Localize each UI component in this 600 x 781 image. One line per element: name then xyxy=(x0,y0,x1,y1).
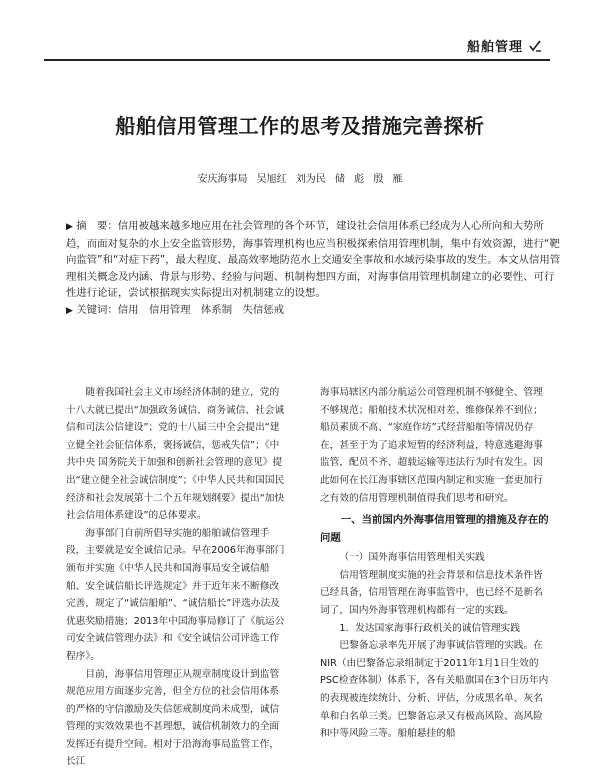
keywords-label: 关键词： xyxy=(76,303,118,316)
keywords-paragraph xyxy=(66,302,564,320)
body-paragraph: 随着我国社会主义市场经济体制的建立，党的十八大就已提出“加强政务诚信、商务诚信、社会诚信和司法公信建设”；党的十八届三中全会提出“建立健全社会征信体系，褒扬诚信，惩戒失信”；《中共中央 国务院关于加强和创新社会管理的意见》提出“建立健全社会诚信制度”；《中华人民共和国国民经济和社会发展第十二个五年规划纲要》提出“加快社会信用体系建设”的总体要求。 xyxy=(66,387,285,522)
header-divider xyxy=(44,59,550,61)
body-paragraph: 海事部门自前所倡导实施的船舶诚信管理手段，主要就是安全诚信记录。早在2006年海事部门颁布并实施《中华人民共和国海事局安全诚信船舶、安全诚信船长评选规定》并于近年来不断修改完善，规定了“诚信船舶”、“诚信船长”评选办法及优惠奖励措施；2013年中国海事局修订了《航运公司安全诚信管理办法》和《安全诚信公司评选工作程序》。 xyxy=(66,527,285,662)
running-header xyxy=(467,36,542,55)
article-title: 船舶信用管理工作的思考及措施完善探析 xyxy=(115,114,485,138)
abstract-paragraph xyxy=(66,218,564,302)
body-paragraph: 目前，海事信用管理正从规章制度设计到监管规范应用方面逐步完善，但全方位的社会信用体系的严格的守信激励及失信惩戒制度尚未成型，诚信管理的实效效果也不甚理想，诚信机制效力的全面发挥还有提升空间。相对于沿海海事局监管工作，长江 xyxy=(66,668,280,768)
body-paragraph: 巴黎备忘录率先开展了海事诚信管理的实践。在NIR（由巴黎备忘录组制定于2011年1月1日生效的PSC检查体制）体系下，各有关船旗国在3个日历年内的表现被连续统计、分析、评估，分成黑名单、灰名单和白名单三类。巴黎备忘录又有极高风险、高风险和中等风险三等。船舶悬挂的船 xyxy=(320,640,549,740)
right-column xyxy=(320,384,549,743)
author-line: 安庆海事局 吴旭红 刘为民 储 彪 殷 雁 xyxy=(197,174,403,185)
keywords-text: 信用 信用管理 体系制 失信惩戒 xyxy=(117,303,285,316)
triangle-bullet-icon: ▶ xyxy=(66,305,73,316)
body-paragraph: 信用管理制度实施的社会背景和信息技术条件皆已经具备，信用管理在海事监管中，也已经不是新名词了，国内外海事管理机构都有一定的实践。 xyxy=(320,569,543,616)
pen-check-icon xyxy=(528,39,542,53)
subsection-heading: （一）国外海事信用管理相关实践 xyxy=(339,552,485,564)
abstract-block xyxy=(66,218,564,320)
abstract-text: 信用被越来越多地应用在社会管理的各个环节，建设社会信用体系已经成为人心所向和大势所趋，而面对复杂的水上安全监管形势，海事管理机构也应当积极探索信用管理机制，集中有效资源，进行“靶向监管”和“对症下药”，最大程度、最高效率地防范水上交通安全事故和水域污染事故的发生。本文从信用管理相关概念及内涵、背景与形势、经验与问题、机制构想四方面，对海事信用管理机制建立的必要性、可行性进行论证，尝试根据现实实际提出对机制建立的设想。 xyxy=(66,220,561,300)
abstract-label: 摘 要： xyxy=(76,220,118,232)
section-label: 船舶管理 xyxy=(466,40,523,55)
triangle-bullet-icon: ▶ xyxy=(66,222,73,232)
body-paragraph: 海事局辖区内部分航运公司管理机制不够健全、管理不够规范；船舶技术状况相对差、维修保养不到位；船员素质不高、“家庭作坊”式经营船舶等情况仍存在，甚至于为了追求短暂的经济利益，特意逃避海事监管，配员不齐、超载运输等违法行为时有发生。因此如何在长江海事辖区范围内制定和实施一套更加行之有效的信用管理机制值得我们思考和研究。 xyxy=(320,387,543,504)
item-heading: 1．发达国家海事行政机关的诚信管理实践 xyxy=(339,622,520,634)
section-heading: 一、当前国内外海事信用管理的措施及存在的问题 xyxy=(320,514,549,545)
left-column xyxy=(66,384,286,771)
